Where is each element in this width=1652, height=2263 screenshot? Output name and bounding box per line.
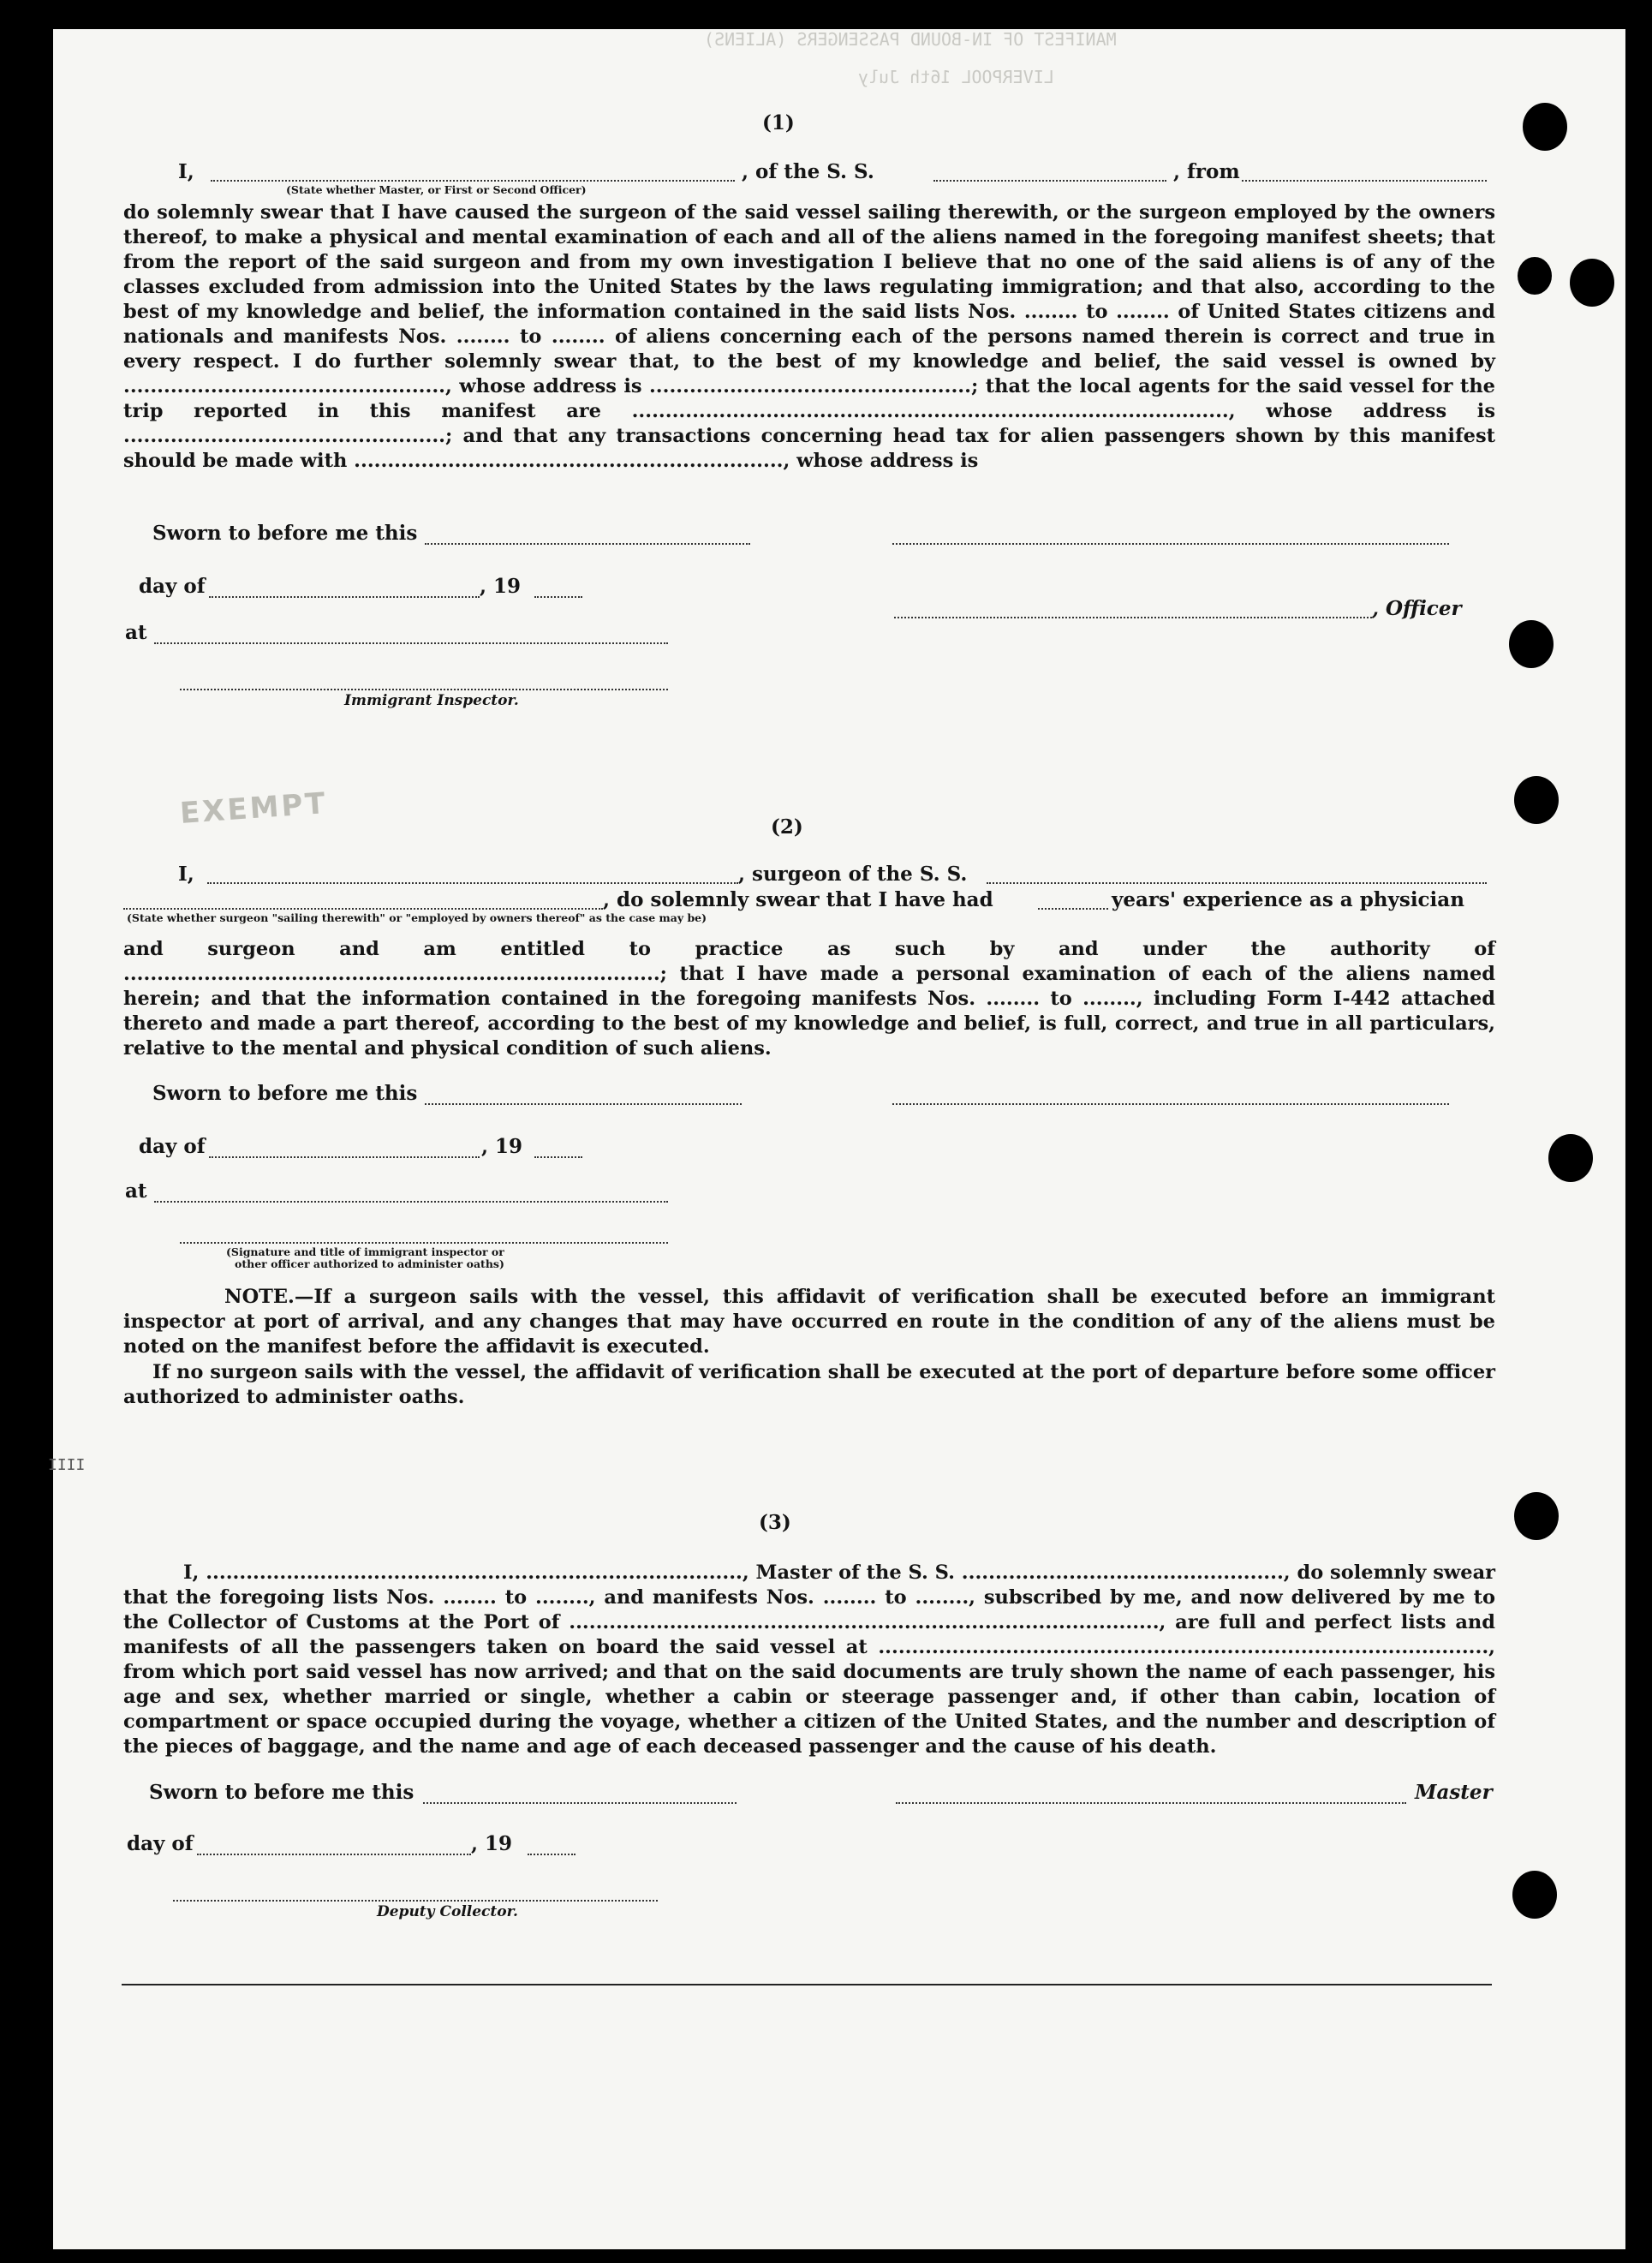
blank-line: [534, 1156, 582, 1158]
section-2-number: (2): [771, 815, 803, 839]
binder-hole-icon: [1523, 103, 1567, 151]
year-label: , 19: [480, 575, 522, 598]
blank-line: [534, 596, 582, 598]
binder-hole-icon: [1514, 1492, 1559, 1540]
signature-caption: (Signature and title of immigrant inspector or: [226, 1245, 504, 1258]
section-1-line-1-from: [1173, 159, 1240, 185]
blank-line: [211, 180, 735, 182]
at-label: at: [125, 621, 147, 644]
sworn-label: Sworn to before me this: [152, 1082, 418, 1105]
day-of-label: day of: [139, 575, 206, 598]
section-1-number: (1): [762, 111, 795, 134]
section-1-line-1: [178, 159, 194, 185]
signature-line: [173, 1900, 658, 1902]
note-paragraph-1: NOTE.—If a surgeon sails with the vessel, this affidavit of verification shall be executed before an immigrant inspector at port of arrival, and any changes that may have occurred en route in the condition of any of the aliens must be noted on the manifest before the affidavit is executed.: [123, 1286, 1495, 1358]
day-of-label: day of: [127, 1832, 194, 1855]
bleed-through-text: LIVERPOOL 16th July: [858, 67, 1054, 87]
blank-line: [1242, 180, 1487, 182]
immigrant-inspector-label: Immigrant Inspector.: [344, 692, 519, 709]
bleed-through-text: MANIFEST OF IN-BOUND PASSENGERS (ALIENS): [704, 29, 1117, 50]
blank-line: [933, 180, 1166, 182]
officer-label: , Officer: [1372, 597, 1462, 620]
binder-hole-icon: [1509, 620, 1554, 668]
blank-line: [154, 642, 668, 644]
margin-tally-mark: IIII: [48, 1456, 86, 1474]
binder-hole-icon: [1518, 257, 1552, 295]
blank-line: [528, 1854, 576, 1855]
section-1-caption: (State whether Master, or First or Second Officer): [286, 183, 587, 196]
blank-line: [425, 543, 750, 545]
section-3-paragraph: I, ................................................................................, Master of the S. S. ................................................, do solemnly swear that the foregoing lists Nos. ........ to ........, and manifests Nos. ........ to ........, subscribed by me, and now delivered by me to the Collector of Customs at the Port of ........................................................................................, are full and perfect lists and manifests of all the passengers taken on board the said vessel at ..........................................................................................., from which port said vessel has now arrived; and that on the said documents are truly shown the name of each passenger, his age and sex, whether married or single, whether a cabin or steerage passenger and, if other than cabin, location of compartment or space occupied during the voyage, whether a citizen of the United States, and the number and description of the pieces of baggage, and the name and age of each deceased passenger and the cause of his death.: [123, 1561, 1495, 1758]
day-of-label: day of: [139, 1135, 206, 1158]
blank-line: [896, 1802, 1406, 1804]
blank-line: [1038, 908, 1108, 910]
exempt-stamp: EXEMPT: [178, 786, 329, 831]
blank-line: [892, 543, 1449, 545]
section-2-line-2: , do solemnly swear that I have had: [603, 888, 993, 911]
master-label: Master: [1415, 1781, 1493, 1804]
note-paragraph-2: If no surgeon sails with the vessel, the affidavit of verification shall be executed at the port of departure before some officer authorized to administer oaths.: [123, 1361, 1495, 1408]
blank-line: [892, 1103, 1449, 1105]
blank-line: [154, 1201, 668, 1203]
binder-hole-icon: [1570, 259, 1614, 307]
section-2-caption: (State whether surgeon "sailing therewith" or "employed by owners thereof" as the case may be): [127, 911, 707, 924]
blank-line: [209, 596, 480, 598]
year-label: , 19: [471, 1832, 513, 1855]
signature-line: [180, 1242, 668, 1244]
year-label: , 19: [481, 1135, 523, 1158]
section-2-line-1-ss: , surgeon of the S. S.: [738, 863, 968, 886]
text: , from: [1173, 160, 1240, 183]
binder-hole-icon: [1548, 1134, 1593, 1182]
section-3-number: (3): [759, 1511, 791, 1534]
binder-hole-icon: [1512, 1871, 1557, 1919]
bottom-rule: [122, 1984, 1492, 1985]
manifest-back-page: [48, 29, 1625, 2249]
at-label: at: [125, 1179, 147, 1203]
blank-line: [209, 1156, 480, 1158]
section-2-years: years' experience as a physician: [1112, 888, 1464, 911]
blank-line: [894, 617, 1372, 618]
binder-hole-icon: [1514, 776, 1559, 824]
blank-line: [987, 882, 1487, 884]
blank-line: [197, 1854, 471, 1855]
sworn-label: Sworn to before me this: [149, 1781, 414, 1804]
signature-line: [180, 689, 668, 690]
sworn-label: Sworn to before me this: [152, 522, 418, 545]
section-1-line-1-ss: [742, 159, 874, 185]
blank-line: [207, 882, 738, 884]
blank-line: [425, 1103, 742, 1105]
text: , of the S. S.: [742, 160, 874, 183]
section-1-paragraph: do solemnly swear that I have caused the surgeon of the said vessel sailing therewith, or the surgeon employed by the owners thereof, to make a physical and mental examination of each and all of the aliens named in the foregoing manifest sheets; that from the report of the said surgeon and from my own investigation I believe that no one of the said aliens is of any of the classes excluded from admission into the United States by the laws regulating immigration; and that also, according to the best of my knowledge and belief, the information contained in the said lists Nos. ........ to ........ of United States citizens and nationals and manifests Nos. ........ to ........ of aliens concerning each of the persons named therein is correct and true in every respect. I do further solemnly swear that, to the best of my knowledge and belief, the said vessel is owned by ................................................, whose address is ................................................; that the local agents for the said vessel for the trip reported in this manifest are ........................................................................................., whose address is ................................................; and that any transactions concerning head tax for alien passengers shown by this manifest should be made with ................................................................, whose address is: [123, 201, 1495, 472]
deputy-collector-label: Deputy Collector.: [377, 1903, 518, 1920]
blank-line: [123, 908, 603, 910]
signature-caption: other officer authorized to administer oaths): [235, 1257, 504, 1270]
blank-line: [423, 1802, 737, 1804]
section-2-line-1: I,: [178, 863, 194, 886]
text: I,: [178, 160, 194, 183]
section-2-paragraph: and surgeon and am entitled to practice as such by and under the authority of ................................................................................; that I have made a personal examination of each of the aliens named herein; and that the information contained in the foregoing manifests Nos. ........ to ........, including Form I-442 attached thereto and made a part thereof, according to the best of my knowledge and belief, is full, correct, and true in all particulars, relative to the mental and physical condition of such aliens.: [123, 938, 1495, 1060]
